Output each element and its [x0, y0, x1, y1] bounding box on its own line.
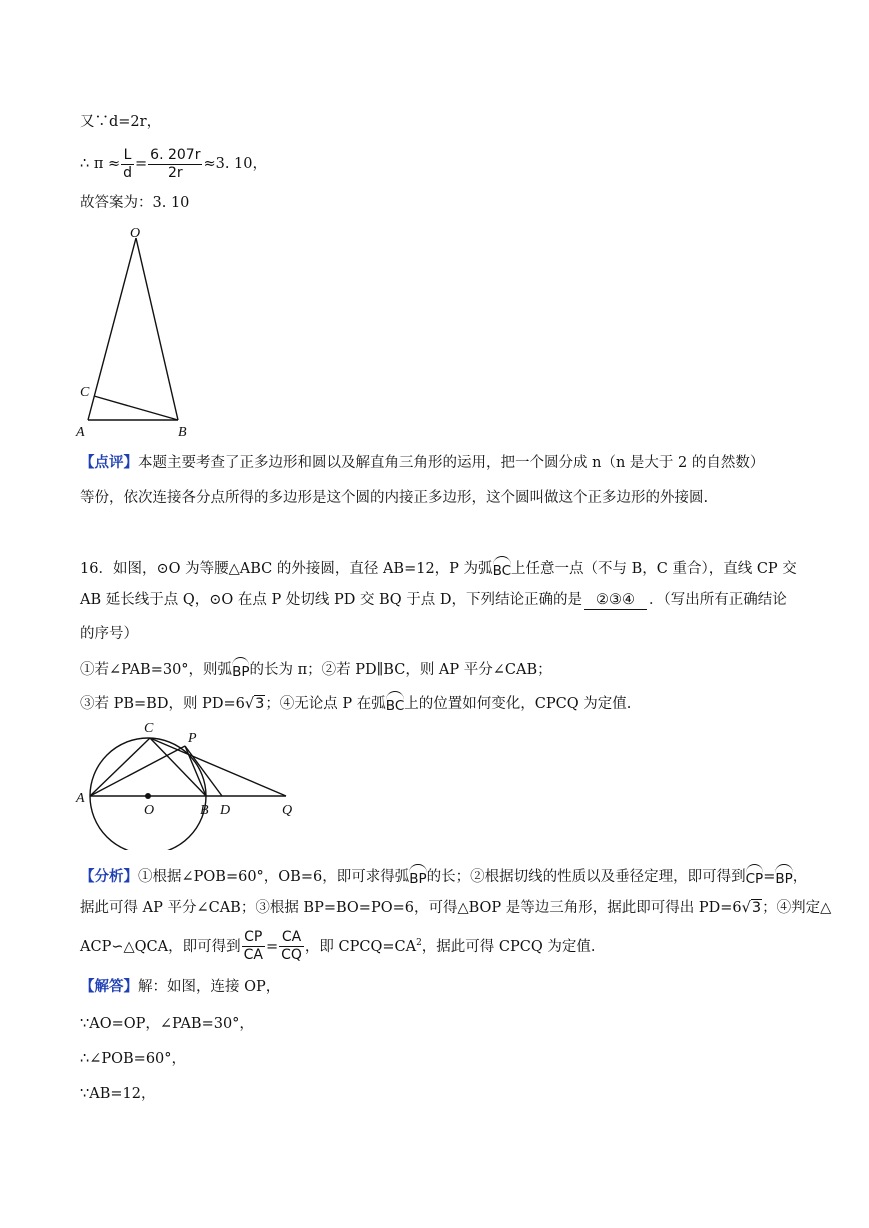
arc-bp: BP [775, 864, 792, 889]
answer-blank: ②③④ [584, 591, 647, 610]
problem16-line-2 [80, 590, 787, 610]
arc-bc: BC [493, 556, 511, 581]
label-p: P [188, 731, 197, 746]
text-line-answer: 故答案为：3. 10 [80, 195, 190, 211]
fraction-ca-over-cq [279, 929, 304, 964]
problem16-text: ①若∠PAB=30°，则弧 [80, 662, 233, 678]
arc-bp: BP [409, 864, 426, 889]
equals-sign: = [763, 869, 776, 885]
label-d: D [220, 803, 231, 818]
problem16-text: 上的位置如何变化，CPCQ 为定值. [404, 696, 632, 712]
fraction-numerator: 6. 207r [150, 146, 201, 163]
fraction-circumference-over-diameter [148, 147, 202, 182]
label-a: A [76, 425, 85, 440]
analysis-text: ；④判定△ [762, 900, 832, 916]
superscript-2: 2 [416, 938, 422, 948]
fraction-denominator: CA [243, 947, 263, 964]
problem16-text: ．（写出所有正确结论 [648, 592, 787, 608]
problem16-text: ；④无论点 P 在弧 [265, 696, 386, 712]
problem16-text: 上任意一点（不与 B，C 重合），直线 CP 交 [511, 561, 797, 577]
segment-ap [90, 746, 185, 796]
fraction-l-over-d [121, 147, 134, 182]
radicand: 3 [255, 696, 265, 712]
solution-line-2: ∵AO=OP，∠PAB=30°， [80, 1016, 254, 1032]
review-line-2: 等份，依次连接各分点所得的多边形是这个圆的内接正多边形，这个圆叫做这个正多边形的外接圆. [80, 490, 709, 506]
label-c: C [144, 721, 154, 736]
solution-line-1 [80, 977, 280, 997]
fraction-numerator: L [121, 147, 134, 165]
arc-cp: CP [746, 864, 764, 889]
text-line-d-equals-2r: 又∵d=2r， [80, 114, 162, 130]
analysis-text: ， [792, 869, 808, 885]
problem16-text: ③若 PB=BD，则 PD=6 [80, 696, 245, 712]
analysis-text: ACP∽△QCA，即可得到 [80, 938, 241, 955]
label-b: B [178, 425, 187, 440]
label-c: C [80, 385, 90, 400]
segment-cq [150, 738, 286, 796]
label-b: B [200, 803, 209, 818]
arc-bc: BC [386, 691, 404, 716]
analysis-line-2 [80, 898, 831, 918]
arc-bp: BP [232, 657, 249, 682]
equals-sign: = [135, 156, 148, 172]
analysis-text: ，即 CPCQ=CA [304, 938, 417, 955]
pi-approx-suffix: ≈3. 10， [203, 156, 268, 172]
analysis-tag: 【分析】 [80, 868, 138, 885]
solution-tag: 【解答】 [80, 978, 138, 995]
problem16-line-1 [80, 556, 797, 581]
segment-ob [136, 238, 178, 420]
analysis-text: ①根据∠POB=60°，OB=6，即可求得弧 [138, 869, 410, 885]
fraction-denominator: 2r [167, 164, 183, 181]
analysis-text: 据此可得 AP 平分∠CAB；③根据 BP=BO=PO=6，可得△BOP 是等边三角形，据此即可得出 PD=6 [80, 900, 742, 916]
center-point-o [145, 793, 151, 799]
fraction-denominator: CQ [281, 947, 302, 964]
review-line-1 [80, 453, 764, 473]
review-text-1: 本题主要考查了正多边形和圆以及解直角三角形的运用，把一个圆分成 n（n 是大于 2 的自然数） [138, 455, 765, 471]
label-o: O [130, 226, 141, 241]
fraction-cp-over-ca [242, 929, 265, 964]
label-o: O [144, 803, 155, 818]
fraction-numerator: CP [242, 929, 265, 947]
label-a: A [76, 791, 85, 806]
problem16-line-3: 的序号） [80, 626, 138, 642]
problem16-text: 的长为 π；②若 PD∥BC，则 AP 平分∠CAB； [249, 662, 552, 678]
problem16-line-5 [80, 691, 631, 716]
analysis-text: ，据此可得 CPCQ 为定值. [421, 938, 596, 955]
problem16-line-4 [80, 657, 552, 682]
solution-text: 解：如图，连接 OP， [138, 979, 281, 995]
problem16-text: 16．如图，⊙O 为等腰△ABC 的外接圆，直径 AB=12，P 为弧 [80, 561, 493, 577]
equals-sign: = [265, 938, 279, 955]
review-tag: 【点评】 [80, 454, 138, 471]
analysis-line-1 [80, 864, 807, 889]
circle-tangent-figure [70, 718, 310, 850]
analysis-line-3 [80, 925, 595, 965]
segment-cb [94, 396, 178, 420]
solution-line-3: ∴∠POB=60°， [80, 1051, 187, 1067]
label-q: Q [282, 803, 293, 818]
text-line-pi-estimate [80, 146, 267, 182]
fraction-denominator: d [123, 164, 133, 181]
analysis-text: 的长；②根据切线的性质以及垂径定理，即可得到 [426, 869, 746, 885]
radicand: 3 [751, 900, 762, 916]
segment-ac [90, 738, 150, 796]
pi-approx-prefix: ∴ π ≈ [80, 156, 121, 172]
solution-line-4: ∵AB=12， [80, 1086, 156, 1102]
sqrt-3: √3 [244, 696, 265, 712]
fraction-numerator: CA [279, 929, 304, 947]
segment-oa [88, 238, 136, 420]
problem16-text: AB 延长线于点 Q，⊙O 在点 P 处切线 PD 交 BQ 于点 D，下列结论正确的是 [80, 592, 582, 608]
triangle-figure [70, 222, 200, 442]
sqrt-3: √3 [741, 900, 762, 916]
